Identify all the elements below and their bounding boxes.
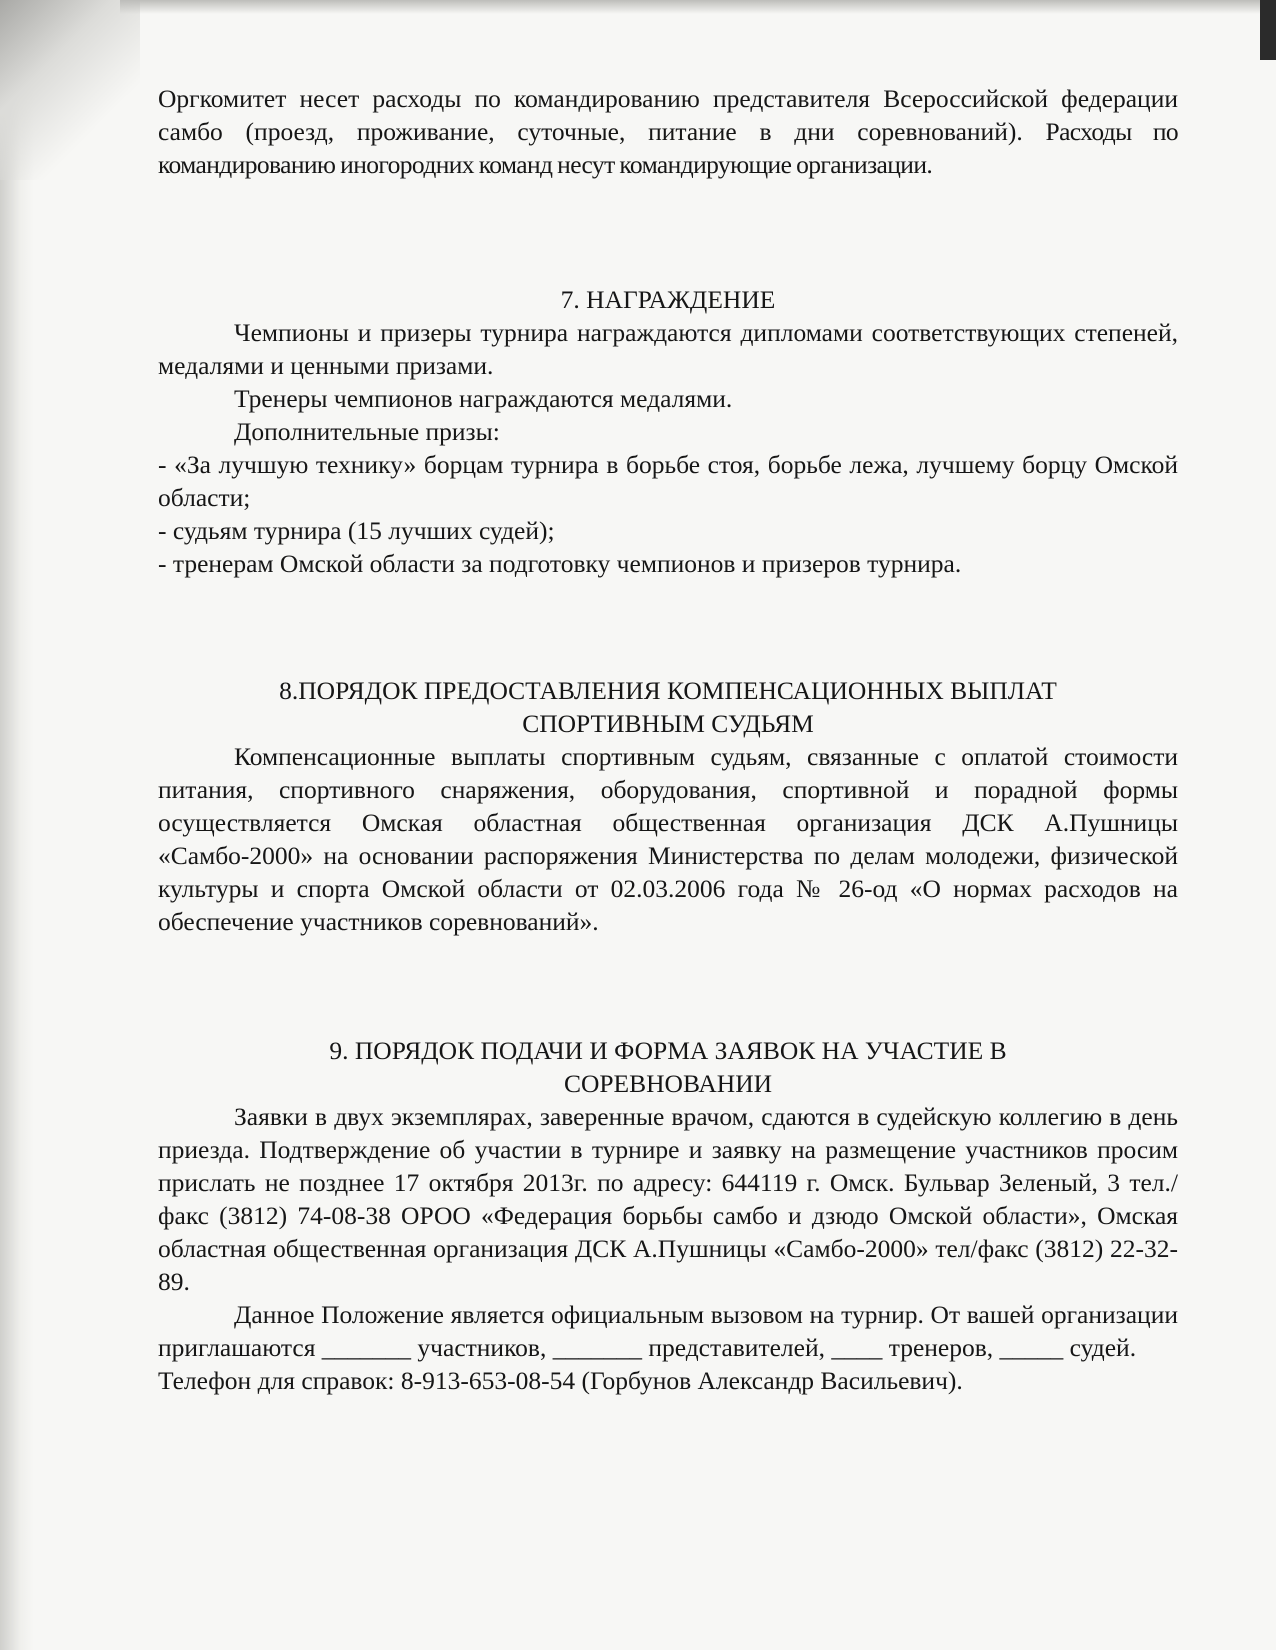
section-8-compensation-text: Компенсационные выплаты спортивным судьям, связанные с оплатой стоимости питания, спортивного снаряжения, оборудования, спортивной и порадной формы осуществляется Омская областная общественная организация ДСК А.Пушницы «Самбо-2000» на основании распоряжения Министерства по делам молодежи, физической культуры и спорта Омской области от 02.03.2006 года № 26-од «О нормах расходов на обеспечение участников соревнований». (158, 742, 1178, 936)
section-9-phone-text: Телефон для справок: 8-913-653-08-54 (Горбунов Александр Васильевич). (158, 1366, 963, 1395)
section-8-title-line: 8.ПОРЯДОК ПРЕДОСТАВЛЕНИЯ КОМПЕНСАЦИОННЫХ ВЫПЛАТ (279, 676, 1057, 705)
section-9-applications-text: Заявки в двух экземплярах, заверенные врачом, сдаются в судейскую коллегию в день приезда. Подтверждение об участии в турнире и заявку на размещение участников просим прислать не позднее 17 октября 2013г. по адресу: 644119 г. Омск. Бульвар Зеленый, 3 тел./факс (3812) 74-08-38 ОРОО «Федерация борьбы самбо и дзюдо Омской области», Омская областная общественная организация ДСК А.Пушницы «Самбо-2000» тел/факс (3812) 22-32-89. (158, 1102, 1178, 1296)
section-7-extra-prizes-label: Дополнительные призы: (234, 417, 500, 446)
section-9-title-line: СОРЕВНОВАНИИ (563, 1069, 773, 1098)
section-7-coaches-text: Тренеры чемпионов награждаются медалями. (234, 384, 733, 413)
section-9-title (158, 1034, 1178, 1100)
section-7-awards-text: Чемпионы и призеры турнира награждаются дипломами соответствующих степеней, медалями и ценными призами. (158, 318, 1178, 380)
section-9-title-line: 9. ПОРЯДОК ПОДАЧИ И ФОРМА ЗАЯВОК НА УЧАСТИЕ В (329, 1036, 1007, 1065)
document-page (158, 82, 1178, 1397)
section-8-title-line: СПОРТИВНЫМ СУДЬЯМ (522, 709, 814, 738)
scan-right-edge (1260, 0, 1276, 60)
section-7-prize-item: - тренерам Омской области за подготовку чемпионов и призеров турнира. (158, 549, 962, 578)
section-9-invitation-text: Данное Положение является официальным вызовом на турнир. От вашей организации приглашаются _______ участников, _______ представителей, ____ тренеров, _____ судей. (158, 1300, 1178, 1362)
section-7-title: 7. НАГРАЖДЕНИЕ (560, 285, 776, 314)
scan-corner-shadow (0, 0, 140, 180)
scan-top-edge (120, 0, 1276, 14)
intro-travel-text: Расходы по командированию иногородних команд несут командирующие организации. (158, 117, 1179, 179)
intro-expenses-text: Оргкомитет несет расходы по командированию представителя Всероссийской федерации самбо (проезд, проживание, суточные, питание в дни соревнований). (158, 84, 1178, 146)
scan-left-edge (0, 0, 34, 1650)
section-7-prize-item: - «За лучшую технику» борцам турнира в борьбе стоя, борьбе лежа, лучшему борцу Омской области; (158, 450, 1178, 512)
section-8-title (158, 674, 1178, 740)
section-7-prize-item: - судьям турнира (15 лучших судей); (158, 516, 555, 545)
intro-paragraph (158, 82, 1178, 181)
